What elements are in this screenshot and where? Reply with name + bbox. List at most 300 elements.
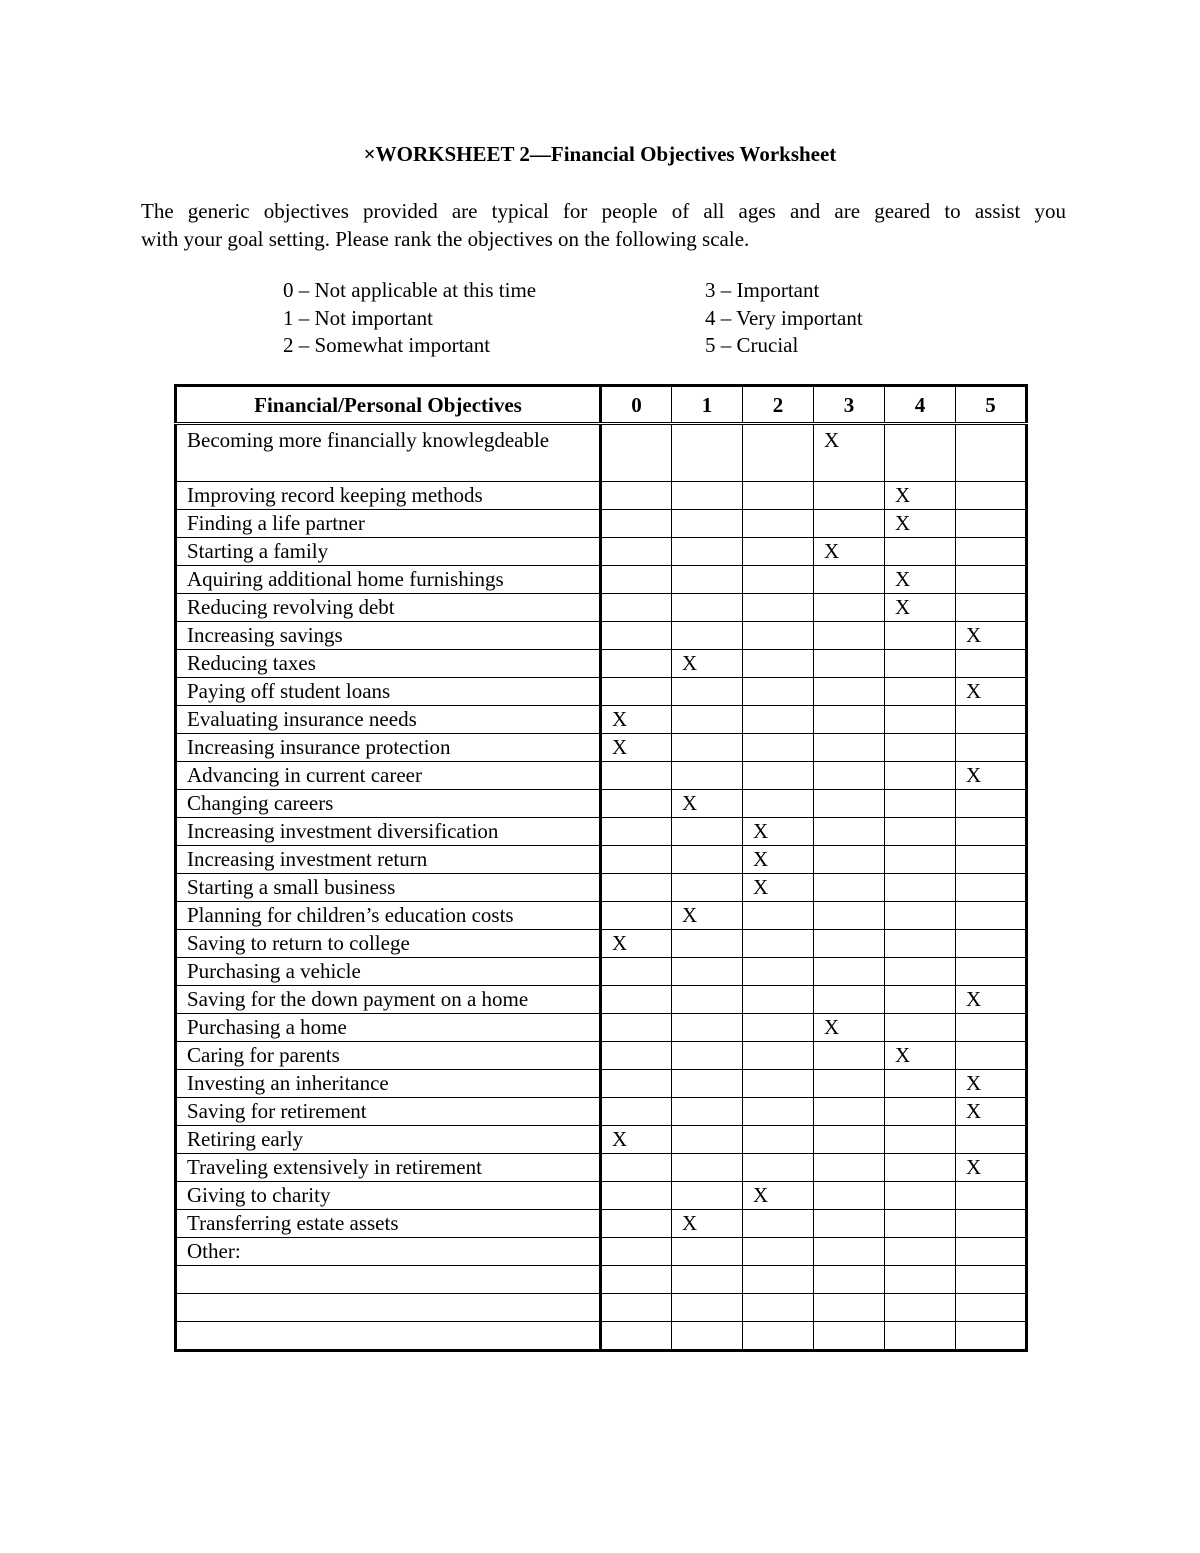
rating-cell-0[interactable] [601, 902, 672, 930]
rating-mark: X [682, 651, 698, 675]
rating-cell-4[interactable] [885, 538, 956, 566]
objective-cell: Finding a life partner [176, 510, 601, 538]
scale-item-5: 5 – Crucial [705, 333, 799, 357]
table-row [176, 790, 1027, 818]
rating-cell-2[interactable] [743, 874, 814, 902]
objective-cell: Changing careers [176, 790, 601, 818]
objective-cell: Investing an inheritance [176, 1070, 601, 1098]
rating-cell-5[interactable] [956, 1126, 1027, 1154]
rating-cell-0[interactable] [601, 790, 672, 818]
rating-cell-1[interactable] [672, 566, 743, 594]
objective-cell: Caring for parents [176, 1042, 601, 1070]
rating-cell-3[interactable] [814, 1042, 885, 1070]
rating-cell-4[interactable] [885, 510, 956, 538]
table-row [176, 762, 1027, 790]
rating-cell-1[interactable] [672, 930, 743, 958]
rating-cell-5[interactable] [956, 510, 1027, 538]
rating-mark: X [966, 763, 982, 787]
rating-cell-5[interactable] [956, 1238, 1027, 1266]
rating-cell-0[interactable] [601, 678, 672, 706]
rating-cell-4[interactable] [885, 1154, 956, 1182]
rating-mark: X [895, 567, 911, 591]
objective-cell: Starting a small business [176, 874, 601, 902]
rating-cell-0[interactable] [601, 1098, 672, 1126]
objectives-table [174, 384, 1028, 1352]
rating-cell-4[interactable] [885, 986, 956, 1014]
objective-cell: Saving for the down payment on a home [176, 986, 601, 1014]
table-row [176, 1238, 1027, 1266]
rating-mark: X [966, 623, 982, 647]
rating-cell-3[interactable] [814, 1154, 885, 1182]
scale-item-2: 2 – Somewhat important [283, 333, 491, 357]
rating-cell-1[interactable] [672, 622, 743, 650]
scale-item-1: 1 – Not important [283, 305, 433, 330]
table-row [176, 566, 1027, 594]
rating-mark: X [612, 707, 628, 731]
rating-cell-2[interactable] [743, 650, 814, 678]
rating-cell-5[interactable] [956, 846, 1027, 874]
rating-cell-5[interactable] [956, 678, 1027, 706]
rating-cell-2[interactable] [743, 1238, 814, 1266]
rating-cell-4[interactable] [885, 874, 956, 902]
table-header-row [176, 386, 1027, 424]
rating-cell-0[interactable] [601, 1182, 672, 1210]
table-row [176, 902, 1027, 930]
rating-cell-2[interactable] [743, 1098, 814, 1126]
rating-cell-5[interactable] [956, 1210, 1027, 1238]
rating-cell-0[interactable] [601, 1070, 672, 1098]
rating-cell-5[interactable] [956, 1098, 1027, 1126]
rating-cell-2[interactable] [743, 790, 814, 818]
scale-item-0: 0 – Not applicable at this time [283, 278, 537, 302]
rating-cell-5[interactable] [956, 424, 1027, 482]
rating-cell-2[interactable] [743, 734, 814, 762]
rating-cell-5[interactable] [956, 902, 1027, 930]
objective-cell: Planning for children’s education costs [176, 902, 601, 930]
table-row [176, 874, 1027, 902]
rating-cell-3[interactable] [814, 1014, 885, 1042]
rating-cell-3[interactable] [814, 1210, 885, 1238]
rating-cell-0[interactable] [601, 1014, 672, 1042]
objective-cell: Purchasing a vehicle [176, 958, 601, 986]
objective-cell: Aquiring additional home furnishings [176, 566, 601, 594]
objective-cell: Saving to return to college [176, 930, 601, 958]
rating-cell-0[interactable] [601, 566, 672, 594]
rating-cell-5[interactable] [956, 958, 1027, 986]
rating-cell-1[interactable] [672, 424, 743, 482]
rating-cell-3[interactable] [814, 1070, 885, 1098]
rating-cell-5[interactable] [956, 622, 1027, 650]
rating-cell-3[interactable] [814, 622, 885, 650]
rating-cell-1[interactable] [672, 1042, 743, 1070]
rating-cell-0[interactable] [601, 1238, 672, 1266]
rating-cell-0[interactable] [601, 538, 672, 566]
rating-cell-0[interactable] [601, 1042, 672, 1070]
table-row [176, 1126, 1027, 1154]
rating-cell-1[interactable] [672, 1154, 743, 1182]
rating-cell-2[interactable] [743, 1294, 814, 1322]
table-row [176, 1098, 1027, 1126]
objective-cell: Retiring early [176, 1126, 601, 1154]
rating-cell-4[interactable] [885, 1070, 956, 1098]
rating-cell-4[interactable] [885, 566, 956, 594]
rating-cell-2[interactable] [743, 566, 814, 594]
rating-cell-4[interactable] [885, 1182, 956, 1210]
table-row [176, 510, 1027, 538]
rating-cell-0[interactable] [601, 424, 672, 482]
rating-cell-5[interactable] [956, 1154, 1027, 1182]
rating-cell-3[interactable] [814, 566, 885, 594]
rating-cell-1[interactable] [672, 1294, 743, 1322]
rating-cell-4[interactable] [885, 1014, 956, 1042]
rating-cell-5[interactable] [956, 874, 1027, 902]
objective-cell: Advancing in current career [176, 762, 601, 790]
rating-cell-0[interactable] [601, 1126, 672, 1154]
rating-cell-2[interactable] [743, 706, 814, 734]
rating-cell-5[interactable] [956, 1042, 1027, 1070]
rating-cell-3[interactable] [814, 706, 885, 734]
objective-cell: Increasing investment return [176, 846, 601, 874]
rating-cell-0[interactable] [601, 650, 672, 678]
rating-cell-4[interactable] [885, 762, 956, 790]
rating-cell-2[interactable] [743, 538, 814, 566]
rating-mark: X [753, 875, 769, 899]
intro-line-1: The generic objectives provided are typical for people of all ages and are geared to assist you [141, 199, 1066, 223]
rating-cell-3[interactable] [814, 902, 885, 930]
rating-cell-2[interactable] [743, 1210, 814, 1238]
rating-mark: X [753, 847, 769, 871]
rating-mark: X [966, 679, 982, 703]
rating-cell-1[interactable] [672, 1098, 743, 1126]
rating-cell-4[interactable] [885, 706, 956, 734]
rating-cell-2[interactable] [743, 902, 814, 930]
rating-cell-0[interactable] [601, 1266, 672, 1294]
rating-cell-1[interactable] [672, 1210, 743, 1238]
objective-cell: Giving to charity [176, 1182, 601, 1210]
objective-cell: Evaluating insurance needs [176, 706, 601, 734]
rating-cell-2[interactable] [743, 1322, 814, 1351]
rating-cell-2[interactable] [743, 1070, 814, 1098]
rating-cell-2[interactable] [743, 482, 814, 510]
objective-cell [176, 1266, 601, 1294]
rating-mark: X [966, 987, 982, 1011]
rating-cell-3[interactable] [814, 986, 885, 1014]
rating-cell-1[interactable] [672, 1126, 743, 1154]
rating-cell-0[interactable] [601, 594, 672, 622]
rating-cell-2[interactable] [743, 1182, 814, 1210]
rating-cell-5[interactable] [956, 930, 1027, 958]
rating-cell-1[interactable] [672, 790, 743, 818]
objective-cell: Other: [176, 1238, 601, 1266]
table-row [176, 1266, 1027, 1294]
rating-cell-5[interactable] [956, 1266, 1027, 1294]
rating-cell-1[interactable] [672, 706, 743, 734]
header-rating-5: 5 [956, 386, 1027, 424]
rating-cell-2[interactable] [743, 1126, 814, 1154]
rating-cell-0[interactable] [601, 818, 672, 846]
rating-mark: X [753, 819, 769, 843]
rating-cell-2[interactable] [743, 622, 814, 650]
objective-cell: Increasing savings [176, 622, 601, 650]
rating-cell-4[interactable] [885, 424, 956, 482]
rating-cell-3[interactable] [814, 790, 885, 818]
rating-cell-4[interactable] [885, 958, 956, 986]
header-rating-2: 2 [743, 386, 814, 424]
objective-cell: Increasing investment diversification [176, 818, 601, 846]
rating-cell-4[interactable] [885, 622, 956, 650]
rating-cell-4[interactable] [885, 1294, 956, 1322]
rating-mark: X [895, 1043, 911, 1067]
rating-cell-1[interactable] [672, 482, 743, 510]
rating-cell-5[interactable] [956, 734, 1027, 762]
intro-paragraph [141, 197, 1066, 253]
table-row [176, 1182, 1027, 1210]
table-row [176, 650, 1027, 678]
rating-cell-1[interactable] [672, 1182, 743, 1210]
rating-cell-2[interactable] [743, 1042, 814, 1070]
objective-cell [176, 1294, 601, 1322]
rating-cell-4[interactable] [885, 678, 956, 706]
rating-cell-2[interactable] [743, 678, 814, 706]
rating-cell-5[interactable] [956, 482, 1027, 510]
rating-cell-0[interactable] [601, 1154, 672, 1182]
rating-mark: X [895, 511, 911, 535]
header-rating-4: 4 [885, 386, 956, 424]
table-row [176, 818, 1027, 846]
table-row [176, 986, 1027, 1014]
rating-cell-0[interactable] [601, 510, 672, 538]
rating-cell-3[interactable] [814, 1182, 885, 1210]
rating-cell-3[interactable] [814, 678, 885, 706]
rating-cell-0[interactable] [601, 622, 672, 650]
rating-cell-3[interactable] [814, 1294, 885, 1322]
rating-cell-0[interactable] [601, 1294, 672, 1322]
objective-cell: Increasing insurance protection [176, 734, 601, 762]
rating-cell-4[interactable] [885, 1266, 956, 1294]
rating-cell-5[interactable] [956, 790, 1027, 818]
rating-cell-4[interactable] [885, 482, 956, 510]
objective-cell: Transferring estate assets [176, 1210, 601, 1238]
table-row [176, 734, 1027, 762]
rating-cell-0[interactable] [601, 958, 672, 986]
rating-cell-1[interactable] [672, 874, 743, 902]
rating-cell-0[interactable] [601, 706, 672, 734]
rating-cell-5[interactable] [956, 1070, 1027, 1098]
table-row [176, 1154, 1027, 1182]
objectives-table-body [176, 424, 1027, 1351]
rating-cell-2[interactable] [743, 594, 814, 622]
rating-cell-5[interactable] [956, 818, 1027, 846]
rating-cell-1[interactable] [672, 650, 743, 678]
rating-cell-3[interactable] [814, 1322, 885, 1351]
scale-item-3: 3 – Important [705, 278, 820, 302]
rating-cell-3[interactable] [814, 874, 885, 902]
rating-cell-1[interactable] [672, 1266, 743, 1294]
table-row [176, 1322, 1027, 1351]
rating-cell-3[interactable] [814, 734, 885, 762]
scale-column-left [283, 277, 703, 360]
table-row [176, 678, 1027, 706]
rating-cell-3[interactable] [814, 538, 885, 566]
rating-cell-5[interactable] [956, 1014, 1027, 1042]
table-row [176, 846, 1027, 874]
rating-cell-0[interactable] [601, 930, 672, 958]
rating-cell-4[interactable] [885, 846, 956, 874]
rating-cell-3[interactable] [814, 650, 885, 678]
rating-cell-1[interactable] [672, 734, 743, 762]
rating-mark: X [612, 931, 628, 955]
rating-cell-4[interactable] [885, 1210, 956, 1238]
table-row [176, 1042, 1027, 1070]
rating-cell-0[interactable] [601, 482, 672, 510]
rating-cell-4[interactable] [885, 734, 956, 762]
objective-cell: Saving for retirement [176, 1098, 601, 1126]
table-row [176, 1070, 1027, 1098]
rating-cell-4[interactable] [885, 594, 956, 622]
rating-cell-3[interactable] [814, 930, 885, 958]
scale-column-right [705, 277, 1005, 360]
rating-cell-4[interactable] [885, 650, 956, 678]
rating-cell-1[interactable] [672, 958, 743, 986]
rating-cell-2[interactable] [743, 1154, 814, 1182]
table-row [176, 1014, 1027, 1042]
table-row [176, 1294, 1027, 1322]
rating-cell-1[interactable] [672, 1322, 743, 1351]
rating-cell-4[interactable] [885, 818, 956, 846]
header-rating-3: 3 [814, 386, 885, 424]
rating-cell-2[interactable] [743, 510, 814, 538]
rating-cell-0[interactable] [601, 762, 672, 790]
objective-cell: Traveling extensively in retirement [176, 1154, 601, 1182]
rating-cell-0[interactable] [601, 846, 672, 874]
rating-cell-3[interactable] [814, 1266, 885, 1294]
objective-cell: Starting a family [176, 538, 601, 566]
table-row [176, 1210, 1027, 1238]
rating-cell-4[interactable] [885, 930, 956, 958]
rating-cell-3[interactable] [814, 846, 885, 874]
rating-cell-4[interactable] [885, 1322, 956, 1351]
table-row [176, 706, 1027, 734]
table-row [176, 424, 1027, 482]
rating-cell-3[interactable] [814, 818, 885, 846]
rating-cell-2[interactable] [743, 1266, 814, 1294]
rating-mark: X [612, 1127, 628, 1151]
rating-cell-5[interactable] [956, 650, 1027, 678]
objective-cell: Improving record keeping methods [176, 482, 601, 510]
rating-cell-1[interactable] [672, 1238, 743, 1266]
header-rating-1: 1 [672, 386, 743, 424]
rating-mark: X [895, 483, 911, 507]
rating-cell-3[interactable] [814, 1126, 885, 1154]
rating-cell-5[interactable] [956, 1294, 1027, 1322]
rating-cell-3[interactable] [814, 424, 885, 482]
rating-cell-0[interactable] [601, 986, 672, 1014]
page-title: ×WORKSHEET 2—Financial Objectives Worksheet [363, 142, 837, 166]
rating-cell-1[interactable] [672, 762, 743, 790]
rating-cell-1[interactable] [672, 510, 743, 538]
rating-cell-3[interactable] [814, 762, 885, 790]
rating-mark: X [824, 539, 840, 563]
scale-item-4: 4 – Very important [705, 305, 863, 330]
rating-cell-3[interactable] [814, 1098, 885, 1126]
objective-cell [176, 1322, 601, 1351]
rating-cell-4[interactable] [885, 1098, 956, 1126]
rating-mark: X [612, 735, 628, 759]
rating-cell-1[interactable] [672, 846, 743, 874]
rating-cell-2[interactable] [743, 424, 814, 482]
rating-cell-1[interactable] [672, 678, 743, 706]
rating-mark: X [824, 428, 840, 452]
rating-cell-5[interactable] [956, 1182, 1027, 1210]
rating-cell-2[interactable] [743, 762, 814, 790]
rating-cell-0[interactable] [601, 734, 672, 762]
objective-cell: Reducing taxes [176, 650, 601, 678]
rating-cell-1[interactable] [672, 594, 743, 622]
header-rating-0: 0 [601, 386, 672, 424]
table-row [176, 958, 1027, 986]
rating-cell-5[interactable] [956, 538, 1027, 566]
rating-cell-1[interactable] [672, 818, 743, 846]
rating-mark: X [753, 1183, 769, 1207]
header-objectives: Financial/Personal Objectives [176, 386, 601, 424]
rating-mark: X [824, 1015, 840, 1039]
rating-cell-4[interactable] [885, 1238, 956, 1266]
rating-mark: X [895, 595, 911, 619]
rating-cell-4[interactable] [885, 1126, 956, 1154]
rating-cell-5[interactable] [956, 1322, 1027, 1351]
rating-cell-5[interactable] [956, 706, 1027, 734]
rating-cell-1[interactable] [672, 902, 743, 930]
rating-cell-0[interactable] [601, 874, 672, 902]
rating-cell-1[interactable] [672, 986, 743, 1014]
rating-cell-0[interactable] [601, 1322, 672, 1351]
rating-cell-2[interactable] [743, 846, 814, 874]
rating-cell-5[interactable] [956, 566, 1027, 594]
table-row [176, 538, 1027, 566]
objective-cell: Becoming more financially knowlegdeable [176, 424, 601, 482]
rating-cell-1[interactable] [672, 538, 743, 566]
rating-mark: X [966, 1155, 982, 1179]
rating-cell-3[interactable] [814, 510, 885, 538]
rating-cell-3[interactable] [814, 958, 885, 986]
rating-cell-5[interactable] [956, 762, 1027, 790]
rating-cell-4[interactable] [885, 1042, 956, 1070]
rating-mark: X [682, 903, 698, 927]
rating-cell-0[interactable] [601, 1210, 672, 1238]
rating-cell-1[interactable] [672, 1014, 743, 1042]
rating-cell-5[interactable] [956, 594, 1027, 622]
table-row [176, 930, 1027, 958]
table-row [176, 622, 1027, 650]
rating-cell-2[interactable] [743, 930, 814, 958]
rating-cell-3[interactable] [814, 482, 885, 510]
rating-cell-3[interactable] [814, 594, 885, 622]
rating-cell-2[interactable] [743, 1014, 814, 1042]
rating-cell-2[interactable] [743, 818, 814, 846]
table-row [176, 482, 1027, 510]
rating-cell-3[interactable] [814, 1238, 885, 1266]
rating-cell-4[interactable] [885, 790, 956, 818]
rating-cell-2[interactable] [743, 958, 814, 986]
objectives-table-container [174, 384, 1028, 1352]
intro-line-2: with your goal setting. Please rank the objectives on the following scale. [141, 227, 750, 251]
rating-cell-4[interactable] [885, 902, 956, 930]
rating-cell-5[interactable] [956, 986, 1027, 1014]
rating-cell-2[interactable] [743, 986, 814, 1014]
rating-cell-1[interactable] [672, 1070, 743, 1098]
rating-mark: X [966, 1071, 982, 1095]
objective-cell: Reducing revolving debt [176, 594, 601, 622]
